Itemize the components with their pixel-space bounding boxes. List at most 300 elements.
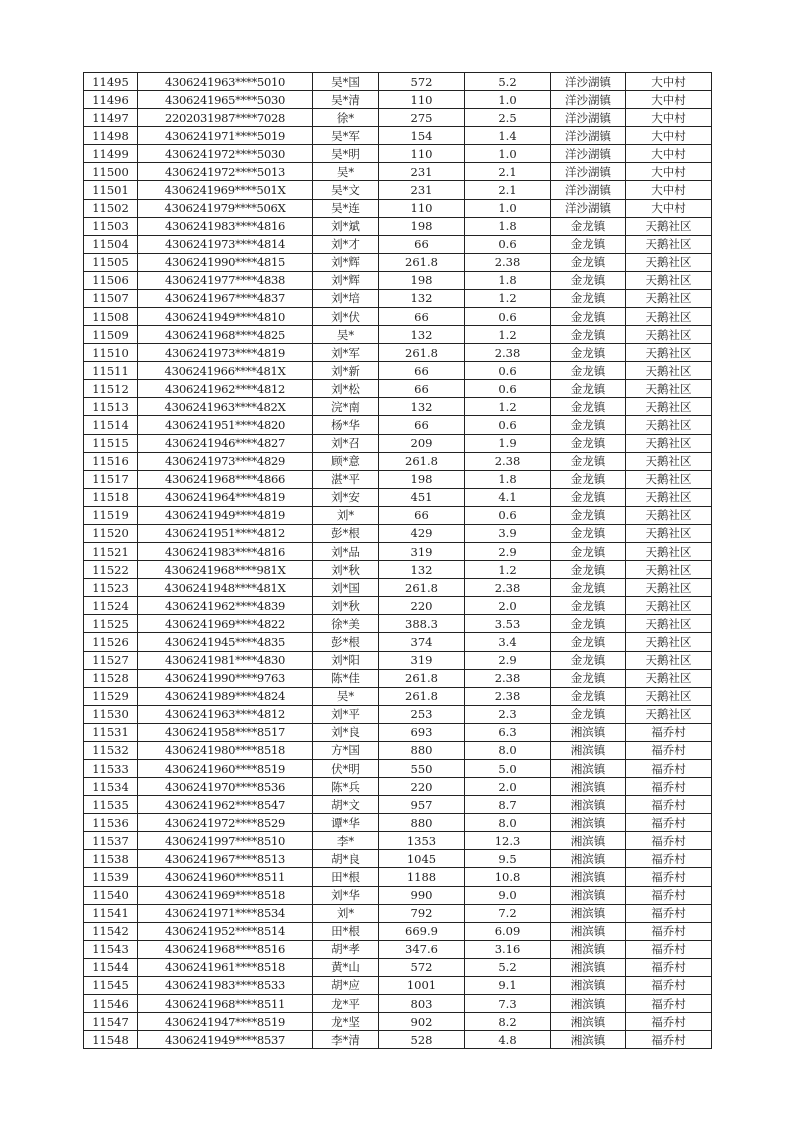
village-cell: 天鹅社区 <box>626 416 712 434</box>
quantity-cell: 5.2 <box>465 958 551 976</box>
row-number-cell: 11511 <box>84 362 138 380</box>
table-row <box>84 91 712 109</box>
quantity-cell: 1.8 <box>465 271 551 289</box>
row-number-cell: 11508 <box>84 308 138 326</box>
quantity-cell: 1.8 <box>465 217 551 235</box>
table-row <box>84 778 712 796</box>
quantity-cell: 12.3 <box>465 832 551 850</box>
quantity-cell: 1.2 <box>465 289 551 307</box>
row-number-cell: 11514 <box>84 416 138 434</box>
town-cell: 湘滨镇 <box>551 814 626 832</box>
village-cell: 福乔村 <box>626 850 712 868</box>
village-cell: 天鹅社区 <box>626 217 712 235</box>
town-cell: 洋沙湖镇 <box>551 73 626 91</box>
row-number-cell: 11546 <box>84 994 138 1012</box>
person-name-cell: 刘*斌 <box>313 217 379 235</box>
amount-cell: 1353 <box>379 832 465 850</box>
table-row <box>84 940 712 958</box>
village-cell: 大中村 <box>626 109 712 127</box>
quantity-cell: 8.2 <box>465 1013 551 1031</box>
row-number-cell: 11507 <box>84 289 138 307</box>
town-cell: 金龙镇 <box>551 705 626 723</box>
table-row <box>84 922 712 940</box>
town-cell: 金龙镇 <box>551 470 626 488</box>
quantity-cell: 2.1 <box>465 163 551 181</box>
id-number-cell: 4306241964****4819 <box>138 488 313 506</box>
village-cell: 天鹅社区 <box>626 434 712 452</box>
id-number-cell: 2202031987****7028 <box>138 109 313 127</box>
id-number-cell: 4306241979****506X <box>138 199 313 217</box>
person-name-cell: 刘*辉 <box>313 253 379 271</box>
town-cell: 金龙镇 <box>551 271 626 289</box>
town-cell: 湘滨镇 <box>551 723 626 741</box>
row-number-cell: 11522 <box>84 561 138 579</box>
village-cell: 天鹅社区 <box>626 289 712 307</box>
person-name-cell: 陈*兵 <box>313 778 379 796</box>
id-number-cell: 4306241969****8518 <box>138 886 313 904</box>
village-cell: 天鹅社区 <box>626 362 712 380</box>
person-name-cell: 胡*文 <box>313 796 379 814</box>
table-row <box>84 73 712 91</box>
row-number-cell: 11500 <box>84 163 138 181</box>
person-name-cell: 刘*国 <box>313 579 379 597</box>
row-number-cell: 11523 <box>84 579 138 597</box>
quantity-cell: 5.0 <box>465 759 551 777</box>
id-number-cell: 4306241946****4827 <box>138 434 313 452</box>
id-number-cell: 4306241963****482X <box>138 398 313 416</box>
quantity-cell: 2.5 <box>465 109 551 127</box>
town-cell: 湘滨镇 <box>551 994 626 1012</box>
quantity-cell: 9.5 <box>465 850 551 868</box>
id-number-cell: 4306241981****4830 <box>138 651 313 669</box>
quantity-cell: 1.2 <box>465 561 551 579</box>
table-row <box>84 1013 712 1031</box>
quantity-cell: 8.7 <box>465 796 551 814</box>
amount-cell: 198 <box>379 217 465 235</box>
person-name-cell: 刘*良 <box>313 723 379 741</box>
village-cell: 天鹅社区 <box>626 597 712 615</box>
amount-cell: 220 <box>379 597 465 615</box>
table-row <box>84 633 712 651</box>
table-row <box>84 362 712 380</box>
row-number-cell: 11526 <box>84 633 138 651</box>
person-name-cell: 刘*平 <box>313 705 379 723</box>
village-cell: 福乔村 <box>626 904 712 922</box>
id-number-cell: 4306241989****4824 <box>138 687 313 705</box>
quantity-cell: 3.16 <box>465 940 551 958</box>
person-name-cell: 胡*孝 <box>313 940 379 958</box>
town-cell: 金龙镇 <box>551 362 626 380</box>
town-cell: 湘滨镇 <box>551 778 626 796</box>
village-cell: 天鹅社区 <box>626 687 712 705</box>
person-name-cell: 田*根 <box>313 868 379 886</box>
quantity-cell: 2.0 <box>465 778 551 796</box>
quantity-cell: 5.2 <box>465 73 551 91</box>
row-number-cell: 11524 <box>84 597 138 615</box>
amount-cell: 572 <box>379 73 465 91</box>
village-cell: 福乔村 <box>626 741 712 759</box>
village-cell: 福乔村 <box>626 814 712 832</box>
row-number-cell: 11539 <box>84 868 138 886</box>
id-number-cell: 4306241949****4810 <box>138 308 313 326</box>
row-number-cell: 11505 <box>84 253 138 271</box>
id-number-cell: 4306241952****8514 <box>138 922 313 940</box>
town-cell: 金龙镇 <box>551 253 626 271</box>
quantity-cell: 8.0 <box>465 814 551 832</box>
row-number-cell: 11496 <box>84 91 138 109</box>
person-name-cell: 龙*坚 <box>313 1013 379 1031</box>
row-number-cell: 11547 <box>84 1013 138 1031</box>
town-cell: 湘滨镇 <box>551 1013 626 1031</box>
amount-cell: 154 <box>379 127 465 145</box>
amount-cell: 66 <box>379 235 465 253</box>
village-cell: 天鹅社区 <box>626 344 712 362</box>
quantity-cell: 0.6 <box>465 506 551 524</box>
person-name-cell: 徐* <box>313 109 379 127</box>
table-row <box>84 615 712 633</box>
amount-cell: 132 <box>379 561 465 579</box>
quantity-cell: 2.3 <box>465 705 551 723</box>
town-cell: 湘滨镇 <box>551 940 626 958</box>
amount-cell: 669.9 <box>379 922 465 940</box>
id-number-cell: 4306241968****4825 <box>138 326 313 344</box>
town-cell: 金龙镇 <box>551 506 626 524</box>
person-name-cell: 彭*根 <box>313 524 379 542</box>
town-cell: 金龙镇 <box>551 416 626 434</box>
amount-cell: 261.8 <box>379 253 465 271</box>
town-cell: 金龙镇 <box>551 452 626 470</box>
quantity-cell: 7.2 <box>465 904 551 922</box>
table-row <box>84 543 712 561</box>
amount-cell: 132 <box>379 289 465 307</box>
row-number-cell: 11495 <box>84 73 138 91</box>
person-name-cell: 吴*连 <box>313 199 379 217</box>
row-number-cell: 11545 <box>84 976 138 994</box>
quantity-cell: 3.9 <box>465 524 551 542</box>
village-cell: 福乔村 <box>626 723 712 741</box>
table-row <box>84 597 712 615</box>
id-number-cell: 4306241960****8519 <box>138 759 313 777</box>
row-number-cell: 11501 <box>84 181 138 199</box>
amount-cell: 261.8 <box>379 669 465 687</box>
id-number-cell: 4306241973****4829 <box>138 452 313 470</box>
quantity-cell: 1.4 <box>465 127 551 145</box>
amount-cell: 132 <box>379 398 465 416</box>
table-row <box>84 416 712 434</box>
id-number-cell: 4306241980****8518 <box>138 741 313 759</box>
amount-cell: 388.3 <box>379 615 465 633</box>
quantity-cell: 2.38 <box>465 452 551 470</box>
amount-cell: 253 <box>379 705 465 723</box>
id-number-cell: 4306241968****4866 <box>138 470 313 488</box>
id-number-cell: 4306241969****4822 <box>138 615 313 633</box>
amount-cell: 261.8 <box>379 579 465 597</box>
quantity-cell: 10.8 <box>465 868 551 886</box>
village-cell: 天鹅社区 <box>626 398 712 416</box>
town-cell: 金龙镇 <box>551 217 626 235</box>
town-cell: 金龙镇 <box>551 543 626 561</box>
town-cell: 洋沙湖镇 <box>551 145 626 163</box>
amount-cell: 66 <box>379 308 465 326</box>
table-row <box>84 850 712 868</box>
village-cell: 天鹅社区 <box>626 308 712 326</box>
person-name-cell: 吴* <box>313 326 379 344</box>
person-name-cell: 浣*南 <box>313 398 379 416</box>
quantity-cell: 9.1 <box>465 976 551 994</box>
table-row <box>84 561 712 579</box>
quantity-cell: 4.8 <box>465 1031 551 1049</box>
table-row <box>84 741 712 759</box>
id-number-cell: 4306241967****8513 <box>138 850 313 868</box>
town-cell: 金龙镇 <box>551 597 626 615</box>
amount-cell: 220 <box>379 778 465 796</box>
town-cell: 洋沙湖镇 <box>551 109 626 127</box>
quantity-cell: 1.2 <box>465 398 551 416</box>
table-row <box>84 832 712 850</box>
table-row <box>84 398 712 416</box>
village-cell: 大中村 <box>626 127 712 145</box>
table-row <box>84 344 712 362</box>
village-cell: 天鹅社区 <box>626 470 712 488</box>
quantity-cell: 1.0 <box>465 199 551 217</box>
table-row <box>84 380 712 398</box>
amount-cell: 231 <box>379 163 465 181</box>
table-row <box>84 181 712 199</box>
amount-cell: 528 <box>379 1031 465 1049</box>
table-row <box>84 958 712 976</box>
town-cell: 金龙镇 <box>551 289 626 307</box>
amount-cell: 110 <box>379 199 465 217</box>
row-number-cell: 11502 <box>84 199 138 217</box>
village-cell: 福乔村 <box>626 832 712 850</box>
quantity-cell: 2.1 <box>465 181 551 199</box>
town-cell: 湘滨镇 <box>551 886 626 904</box>
amount-cell: 792 <box>379 904 465 922</box>
row-number-cell: 11529 <box>84 687 138 705</box>
quantity-cell: 0.6 <box>465 362 551 380</box>
village-cell: 天鹅社区 <box>626 326 712 344</box>
table-row <box>84 796 712 814</box>
village-cell: 天鹅社区 <box>626 524 712 542</box>
row-number-cell: 11498 <box>84 127 138 145</box>
quantity-cell: 1.9 <box>465 434 551 452</box>
row-number-cell: 11534 <box>84 778 138 796</box>
quantity-cell: 1.8 <box>465 470 551 488</box>
person-name-cell: 吴* <box>313 163 379 181</box>
row-number-cell: 11548 <box>84 1031 138 1049</box>
row-number-cell: 11531 <box>84 723 138 741</box>
village-cell: 福乔村 <box>626 868 712 886</box>
person-name-cell: 刘*秋 <box>313 561 379 579</box>
table-row <box>84 127 712 145</box>
row-number-cell: 11503 <box>84 217 138 235</box>
amount-cell: 198 <box>379 470 465 488</box>
village-cell: 福乔村 <box>626 940 712 958</box>
village-cell: 天鹅社区 <box>626 561 712 579</box>
table-row <box>84 994 712 1012</box>
quantity-cell: 1.2 <box>465 326 551 344</box>
village-cell: 福乔村 <box>626 922 712 940</box>
row-number-cell: 11537 <box>84 832 138 850</box>
id-number-cell: 4306241966****481X <box>138 362 313 380</box>
quantity-cell: 8.0 <box>465 741 551 759</box>
amount-cell: 990 <box>379 886 465 904</box>
row-number-cell: 11538 <box>84 850 138 868</box>
person-name-cell: 刘*才 <box>313 235 379 253</box>
amount-cell: 1001 <box>379 976 465 994</box>
row-number-cell: 11533 <box>84 759 138 777</box>
id-number-cell: 4306241963****4812 <box>138 705 313 723</box>
village-cell: 福乔村 <box>626 1013 712 1031</box>
table-row <box>84 163 712 181</box>
table-row <box>84 235 712 253</box>
id-number-cell: 4306241968****981X <box>138 561 313 579</box>
table-row <box>84 506 712 524</box>
id-number-cell: 4306241960****8511 <box>138 868 313 886</box>
amount-cell: 429 <box>379 524 465 542</box>
quantity-cell: 0.6 <box>465 308 551 326</box>
id-number-cell: 4306241961****8518 <box>138 958 313 976</box>
id-number-cell: 4306241951****4812 <box>138 524 313 542</box>
quantity-cell: 2.38 <box>465 253 551 271</box>
row-number-cell: 11513 <box>84 398 138 416</box>
id-number-cell: 4306241948****481X <box>138 579 313 597</box>
town-cell: 金龙镇 <box>551 524 626 542</box>
quantity-cell: 3.53 <box>465 615 551 633</box>
village-cell: 天鹅社区 <box>626 235 712 253</box>
village-cell: 天鹅社区 <box>626 488 712 506</box>
id-number-cell: 4306241972****8529 <box>138 814 313 832</box>
village-cell: 天鹅社区 <box>626 579 712 597</box>
village-cell: 福乔村 <box>626 886 712 904</box>
row-number-cell: 11515 <box>84 434 138 452</box>
person-name-cell: 刘*秋 <box>313 597 379 615</box>
id-number-cell: 4306241977****4838 <box>138 271 313 289</box>
quantity-cell: 6.09 <box>465 922 551 940</box>
table-row <box>84 289 712 307</box>
village-cell: 大中村 <box>626 199 712 217</box>
id-number-cell: 4306241971****5019 <box>138 127 313 145</box>
quantity-cell: 2.0 <box>465 597 551 615</box>
table-row <box>84 651 712 669</box>
id-number-cell: 4306241945****4835 <box>138 633 313 651</box>
town-cell: 金龙镇 <box>551 380 626 398</box>
person-name-cell: 徐*美 <box>313 615 379 633</box>
amount-cell: 451 <box>379 488 465 506</box>
town-cell: 洋沙湖镇 <box>551 181 626 199</box>
table-row <box>84 199 712 217</box>
amount-cell: 880 <box>379 741 465 759</box>
id-number-cell: 4306241972****5013 <box>138 163 313 181</box>
town-cell: 金龙镇 <box>551 687 626 705</box>
town-cell: 金龙镇 <box>551 669 626 687</box>
village-cell: 大中村 <box>626 73 712 91</box>
table-row <box>84 759 712 777</box>
town-cell: 湘滨镇 <box>551 850 626 868</box>
row-number-cell: 11535 <box>84 796 138 814</box>
id-number-cell: 4306241962****8547 <box>138 796 313 814</box>
village-cell: 福乔村 <box>626 976 712 994</box>
quantity-cell: 1.0 <box>465 91 551 109</box>
table-body <box>84 73 712 1049</box>
id-number-cell: 4306241963****5010 <box>138 73 313 91</box>
town-cell: 金龙镇 <box>551 651 626 669</box>
person-name-cell: 刘*品 <box>313 543 379 561</box>
id-number-cell: 4306241990****9763 <box>138 669 313 687</box>
town-cell: 湘滨镇 <box>551 796 626 814</box>
person-name-cell: 吴*军 <box>313 127 379 145</box>
person-name-cell: 刘*军 <box>313 344 379 362</box>
town-cell: 金龙镇 <box>551 308 626 326</box>
id-number-cell: 4306241967****4837 <box>138 289 313 307</box>
village-cell: 大中村 <box>626 91 712 109</box>
village-cell: 天鹅社区 <box>626 452 712 470</box>
amount-cell: 66 <box>379 506 465 524</box>
amount-cell: 261.8 <box>379 344 465 362</box>
quantity-cell: 2.38 <box>465 344 551 362</box>
amount-cell: 261.8 <box>379 687 465 705</box>
quantity-cell: 7.3 <box>465 994 551 1012</box>
person-name-cell: 陈*佳 <box>313 669 379 687</box>
table-row <box>84 886 712 904</box>
id-number-cell: 4306241970****8536 <box>138 778 313 796</box>
village-cell: 天鹅社区 <box>626 543 712 561</box>
town-cell: 湘滨镇 <box>551 741 626 759</box>
table-row <box>84 217 712 235</box>
row-number-cell: 11512 <box>84 380 138 398</box>
quantity-cell: 4.1 <box>465 488 551 506</box>
quantity-cell: 1.0 <box>465 145 551 163</box>
row-number-cell: 11519 <box>84 506 138 524</box>
table-row <box>84 271 712 289</box>
amount-cell: 66 <box>379 362 465 380</box>
town-cell: 洋沙湖镇 <box>551 127 626 145</box>
person-name-cell: 吴* <box>313 687 379 705</box>
town-cell: 金龙镇 <box>551 398 626 416</box>
town-cell: 金龙镇 <box>551 344 626 362</box>
amount-cell: 319 <box>379 651 465 669</box>
village-cell: 大中村 <box>626 181 712 199</box>
id-number-cell: 4306241972****5030 <box>138 145 313 163</box>
town-cell: 金龙镇 <box>551 579 626 597</box>
town-cell: 湘滨镇 <box>551 922 626 940</box>
table-row <box>84 434 712 452</box>
person-name-cell: 顾*意 <box>313 452 379 470</box>
row-number-cell: 11506 <box>84 271 138 289</box>
table-row <box>84 470 712 488</box>
row-number-cell: 11525 <box>84 615 138 633</box>
person-name-cell: 刘*松 <box>313 380 379 398</box>
id-number-cell: 4306241962****4839 <box>138 597 313 615</box>
village-cell: 福乔村 <box>626 778 712 796</box>
amount-cell: 693 <box>379 723 465 741</box>
id-number-cell: 4306241973****4814 <box>138 235 313 253</box>
row-number-cell: 11518 <box>84 488 138 506</box>
person-name-cell: 李* <box>313 832 379 850</box>
amount-cell: 66 <box>379 380 465 398</box>
amount-cell: 572 <box>379 958 465 976</box>
person-name-cell: 刘*阳 <box>313 651 379 669</box>
village-cell: 天鹅社区 <box>626 380 712 398</box>
town-cell: 湘滨镇 <box>551 1031 626 1049</box>
amount-cell: 374 <box>379 633 465 651</box>
id-number-cell: 4306241958****8517 <box>138 723 313 741</box>
row-number-cell: 11540 <box>84 886 138 904</box>
table-row <box>84 109 712 127</box>
row-number-cell: 11520 <box>84 524 138 542</box>
table-row <box>84 1031 712 1049</box>
id-number-cell: 4306241983****4816 <box>138 543 313 561</box>
